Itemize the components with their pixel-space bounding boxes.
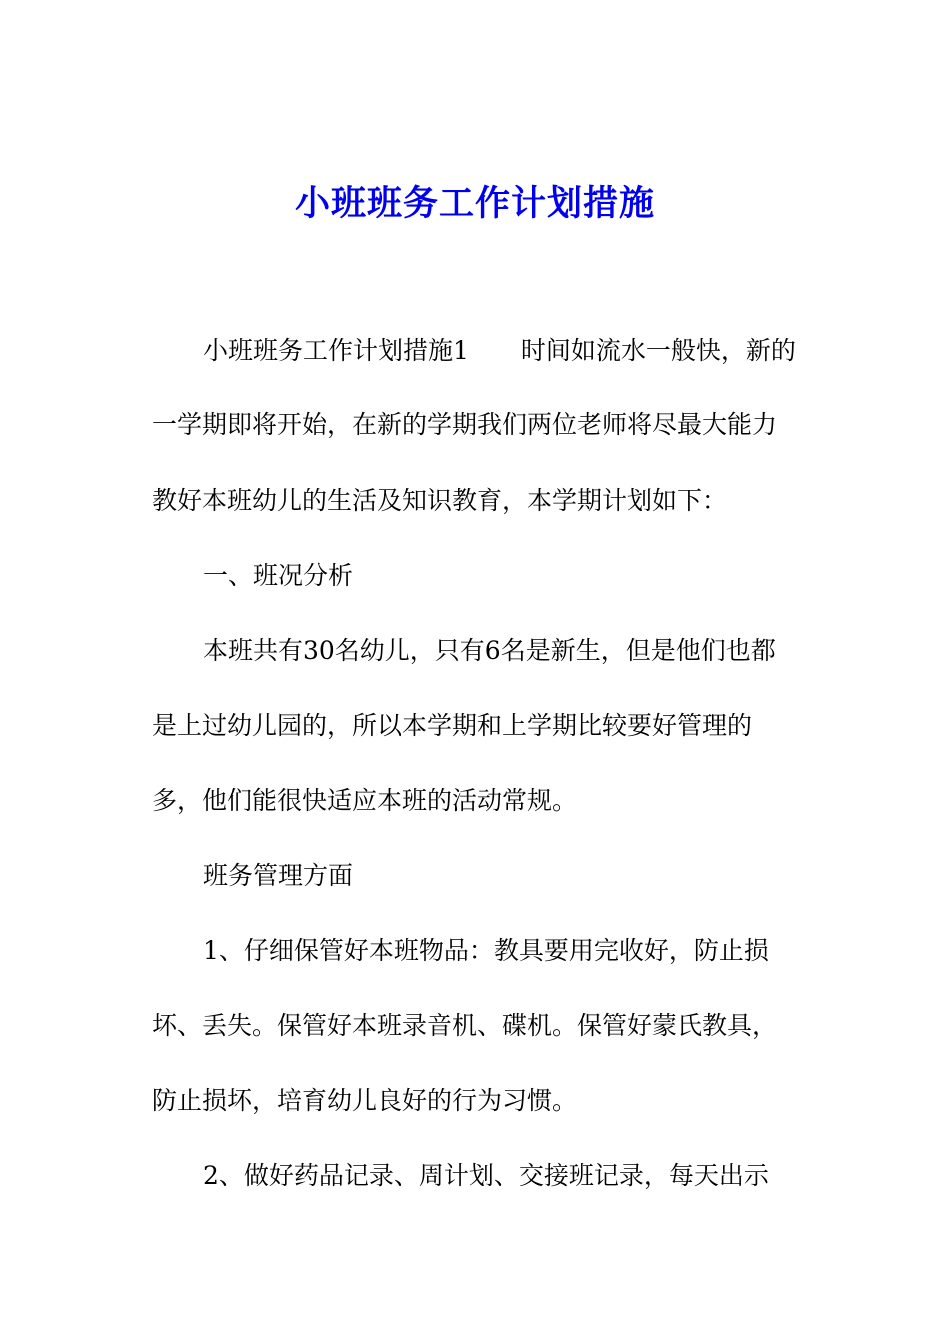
paragraph-line-1 <box>203 331 796 371</box>
section-heading-1: 小班班务工作计划措施1 <box>203 336 469 365</box>
paragraph-line-11: 防止损坏，培育幼儿良好的行为习惯。 <box>152 1086 578 1115</box>
paragraph-line-12: 2、做好药品记录、周计划、交接班记录，每天出示 <box>203 1161 769 1190</box>
paragraph-line-10: 坏、丢失。保管好本班录音机、碟机。保管好蒙氏教具， <box>152 1011 778 1040</box>
paragraph-line-7: 多，他们能很快适应本班的活动常规。 <box>152 786 578 815</box>
paragraph-line-6: 是上过幼儿园的，所以本学期和上学期比较要好管理的 <box>152 711 753 740</box>
document-title: 小班班务工作计划措施 <box>294 183 655 224</box>
paragraph-line-5: 本班共有30名幼儿，只有6名是新生，但是他们也都 <box>203 636 776 665</box>
paragraph-line-9: 1、仔细保管好本班物品：教具要用完收好，防止损 <box>203 936 769 965</box>
section-heading-management: 班务管理方面 <box>203 861 354 890</box>
intro-text: 时间如流水一般快，新的 <box>520 336 796 365</box>
paragraph-line-3: 教好本班幼儿的生活及知识教育，本学期计划如下： <box>152 486 728 515</box>
section-heading-class-analysis: 一、班况分析 <box>203 561 354 590</box>
paragraph-line-2: 一学期即将开始，在新的学期我们两位老师将尽最大能力 <box>152 410 778 439</box>
